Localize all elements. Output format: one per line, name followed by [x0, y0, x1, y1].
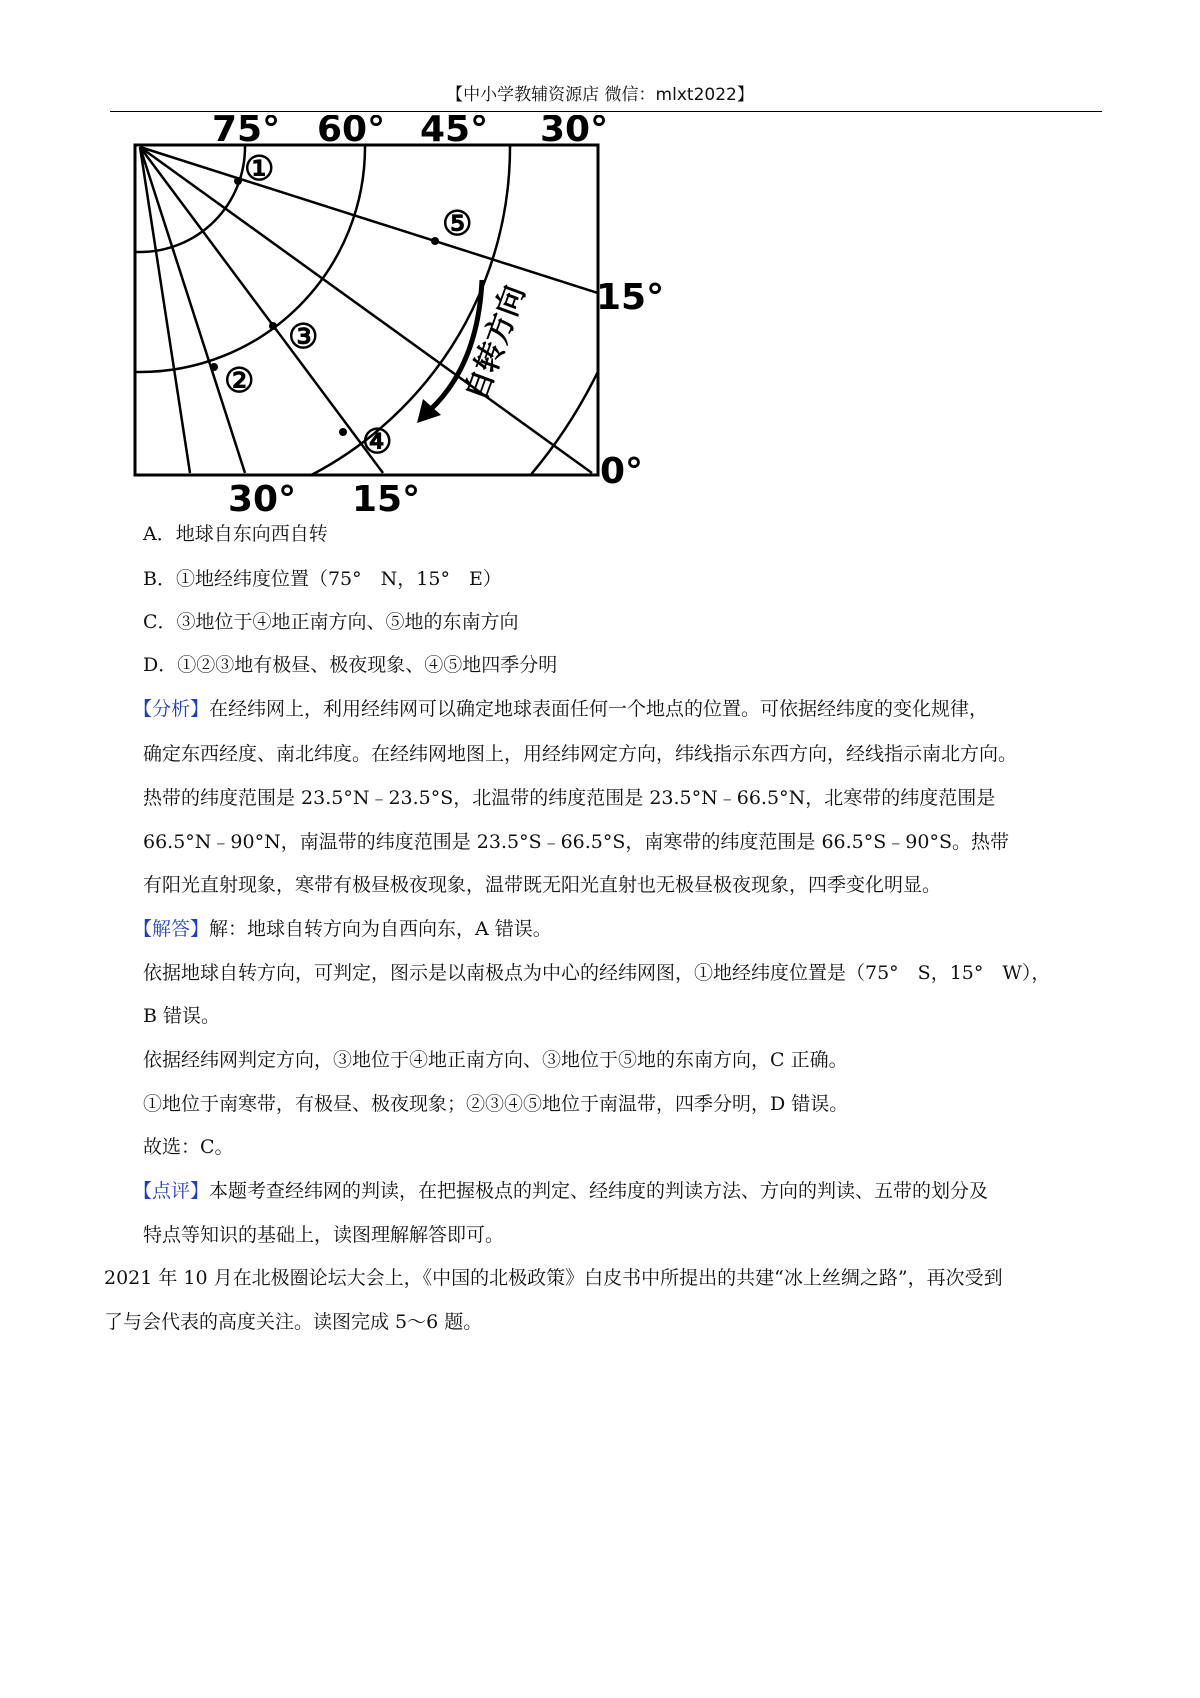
option-a: A．地球自东向西自转	[143, 523, 328, 545]
intro-line-1: 2021 年 10 月在北极圈论坛大会上，《中国的北极政策》白皮书中所提出的共建“冰上丝绸之路”，再次受到	[104, 1267, 1003, 1289]
option-d: D．①②③地有极昼、极夜现象、④⑤地四季分明	[143, 654, 558, 676]
point-dot-3	[269, 322, 277, 330]
comment-tag: 【点评】	[133, 1180, 210, 1202]
intro-line-2: 了与会代表的高度关注。读图完成 5～6 题。	[104, 1311, 483, 1333]
point-label-4: ④	[362, 422, 393, 462]
meridian-line	[140, 147, 383, 473]
answer-tag: 【解答】	[133, 918, 210, 940]
header-divider	[110, 111, 1102, 112]
right-label-0: 0°	[600, 451, 644, 492]
point-dot-1	[234, 177, 242, 185]
bottom-label-15: 15°	[352, 479, 421, 520]
analysis-tag: 【分析】	[133, 698, 210, 720]
meridian-line	[140, 147, 598, 293]
answer-text-1: 解：地球自转方向为自西向东，A 错误。	[209, 918, 552, 940]
right-label-15: 15°	[596, 277, 665, 318]
point-label-1: ①	[244, 149, 275, 189]
option-b: B．①地经纬度位置（75° N，15° E）	[143, 568, 502, 590]
point-label-3: ③	[288, 317, 319, 357]
analysis-line-4: 66.5°N﹣90°N，南温带的纬度范围是 23.5°S﹣66.5°S，南寒带的纬度范围是 66.5°S﹣90°S。热带	[143, 831, 1009, 853]
top-label-75: 75°	[212, 115, 281, 150]
answer-line-2: 依据地球自转方向，可判定，图示是以南极点为中心的经纬网图，①地经纬度位置是（75° S，15° W），	[143, 962, 1051, 984]
answer-line-6: 故选：C。	[143, 1136, 234, 1158]
option-c: C．③地位于④地正南方向、⑤地的东南方向	[143, 611, 519, 633]
answer-line-1	[133, 917, 552, 941]
point-dot-5	[431, 237, 439, 245]
top-label-30: 30°	[540, 115, 609, 150]
top-label-60: 60°	[317, 115, 386, 150]
rotation-label: 自转方向	[458, 280, 533, 406]
point-label-2: ②	[224, 361, 255, 401]
comment-line-2: 特点等知识的基础上，读图理解解答即可。	[143, 1224, 505, 1246]
analysis-line-2: 确定东西经度、南北纬度。在经纬网地图上，用经纬网定方向，纬线指示东西方向，经线指示南北方向。	[143, 743, 1018, 765]
meridian-line	[140, 147, 245, 473]
point-dot-2	[210, 363, 218, 371]
analysis-line-3: 热带的纬度范围是 23.5°N﹣23.5°S，北温带的纬度范围是 23.5°N﹣66.5°N，北寒带的纬度范围是	[143, 787, 996, 809]
analysis-line-1	[133, 697, 988, 721]
graticule-figure	[130, 115, 710, 555]
comment-text-1: 本题考查经纬网的判读，在把握极点的判定、经纬度的判读方法、方向的判读、五带的划分及	[209, 1180, 989, 1202]
bottom-label-30: 30°	[228, 479, 297, 520]
top-label-45: 45°	[420, 115, 489, 150]
meridian-line	[140, 147, 190, 473]
point-dot-4	[339, 428, 347, 436]
comment-line-1	[133, 1179, 988, 1203]
analysis-text-1: 在经纬网上，利用经纬网可以确定地球表面任何一个地点的位置。可依据经纬度的变化规律，	[209, 698, 989, 720]
answer-line-3: B 错误。	[143, 1005, 221, 1027]
answer-line-5: ①地位于南寒带，有极昼、极夜现象；②③④⑤地位于南温带，四季分明，D 错误。	[143, 1093, 849, 1115]
answer-line-4: 依据经纬网判定方向，③地位于④地正南方向、③地位于⑤地的东南方向，C 正确。	[143, 1049, 848, 1071]
analysis-line-5: 有阳光直射现象，寒带有极昼极夜现象，温带既无阳光直射也无极昼极夜现象，四季变化明显。	[143, 874, 942, 896]
page-header: 【中小学教辅资源店 微信：mlxt2022】	[446, 85, 754, 105]
point-label-5: ⑤	[442, 204, 473, 244]
